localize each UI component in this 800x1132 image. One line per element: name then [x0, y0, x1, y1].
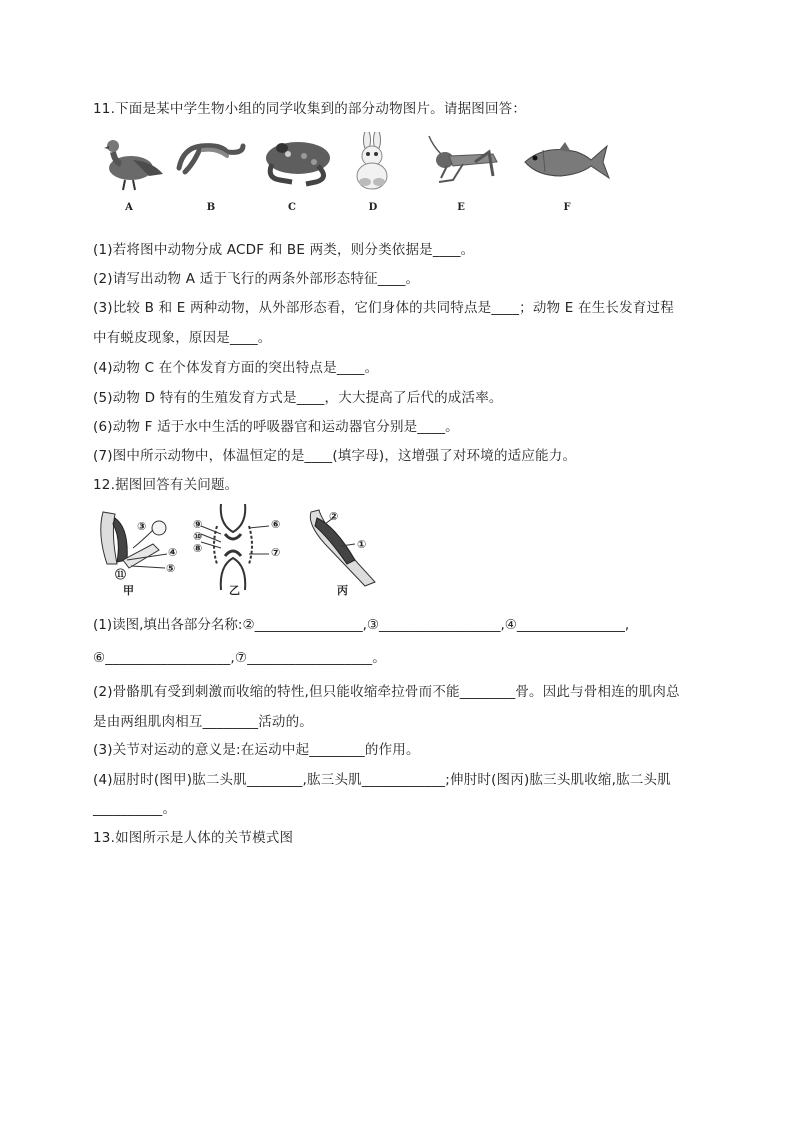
q11-item-5: (5)动物 D 特有的生殖发育方式是____，大大提高了后代的成活率。 — [93, 390, 503, 406]
q11-item-7: (7)图中所示动物中，体温恒定的是____(填字母)，这增强了对环境的适应能力。 — [93, 448, 577, 464]
pigeon-icon — [93, 132, 173, 192]
q11-item-2: (2)请写出动物 A 适于飞行的两条外部形态特征____。 — [93, 271, 420, 287]
q12-title: 12.据图回答有关问题。 — [93, 477, 239, 493]
muscle-joint-figure — [93, 504, 393, 600]
animal-f — [521, 132, 601, 222]
rabbit-icon — [343, 132, 423, 192]
marker-11: ⑪ — [115, 568, 126, 581]
animal-b — [173, 132, 253, 222]
animal-label-e: E — [457, 202, 465, 213]
caption-jia: 甲 — [123, 584, 134, 597]
grasshopper-icon — [423, 132, 503, 192]
q13-title: 13.如图所示是人体的关节模式图 — [93, 830, 294, 846]
marker-8: ⑧ — [193, 542, 203, 555]
animal-label-f: F — [563, 202, 571, 213]
animal-d — [343, 132, 423, 222]
q11-item-3a: (3)比较 B 和 E 两种动物，从外部形态看，它们身体的共同特点是____；动物 E 在生长发育过程 — [93, 300, 674, 316]
marker-3: ③ — [137, 520, 147, 533]
q11-item-4: (4)动物 C 在个体发育方面的突出特点是____。 — [93, 360, 379, 376]
q11-item-1: (1)若将图中动物分成 ACDF 和 BE 两类，则分类依据是____。 — [93, 242, 475, 258]
q11-title: 11.下面是某中学生物小组的同学收集到的部分动物图片。请据图回答： — [93, 101, 527, 117]
marker-9: ⑨ — [193, 518, 203, 531]
marker-10: ⑩ — [193, 530, 203, 543]
caption-bing: 丙 — [337, 584, 348, 597]
q12-item-4a: (4)屈肘时(图甲)肱二头肌________,肱三头肌____________;伸肘时(图丙)肱三头肌收缩,肱二头肌 — [93, 772, 671, 788]
arm-joint-diagram — [93, 504, 393, 600]
marker-7: ⑦ — [271, 546, 281, 559]
animal-a — [93, 132, 173, 222]
marker-5: ⑤ — [166, 562, 176, 575]
q12-item-1a — [93, 615, 709, 635]
animal-label-b: B — [206, 202, 216, 213]
animal-c — [258, 132, 338, 222]
q11-item-6: (6)动物 F 适于水中生活的呼吸器官和运动器官分别是____。 — [93, 419, 459, 435]
animal-label-a: A — [125, 202, 133, 213]
q12-item-3: (3)关节对运动的意义是:在运动中起________的作用。 — [93, 742, 420, 758]
q12-item-4b: __________。 — [93, 801, 177, 817]
animal-e — [423, 132, 503, 222]
animal-figure — [93, 132, 633, 222]
q11-item-3b: 中有蜕皮现象，原因是____。 — [93, 330, 272, 346]
marker-4: ④ — [168, 546, 178, 559]
marker-1: ① — [357, 538, 367, 551]
animal-label-d: D — [368, 202, 378, 213]
earthworm-icon — [173, 132, 253, 192]
marker-2: ② — [329, 510, 339, 523]
q12-item-1b: ⑥__________________,⑦__________________。 — [93, 650, 386, 666]
q12-item-1a-text: (1)读图,填出各部分名称:②________________,③__________________,④________________, — [93, 617, 630, 633]
q12-item-2b: 是由两组肌肉相互________活动的。 — [93, 714, 313, 730]
animal-label-c: C — [288, 202, 296, 213]
caption-yi: 乙 — [229, 584, 240, 597]
q12-item-2a: (2)骨骼肌有受到刺激而收缩的特性,但只能收缩牵拉骨而不能________骨。因此与骨相连的肌肉总 — [93, 684, 680, 700]
fish-icon — [521, 132, 611, 192]
marker-6: ⑥ — [271, 518, 281, 531]
frog-icon — [258, 132, 338, 192]
